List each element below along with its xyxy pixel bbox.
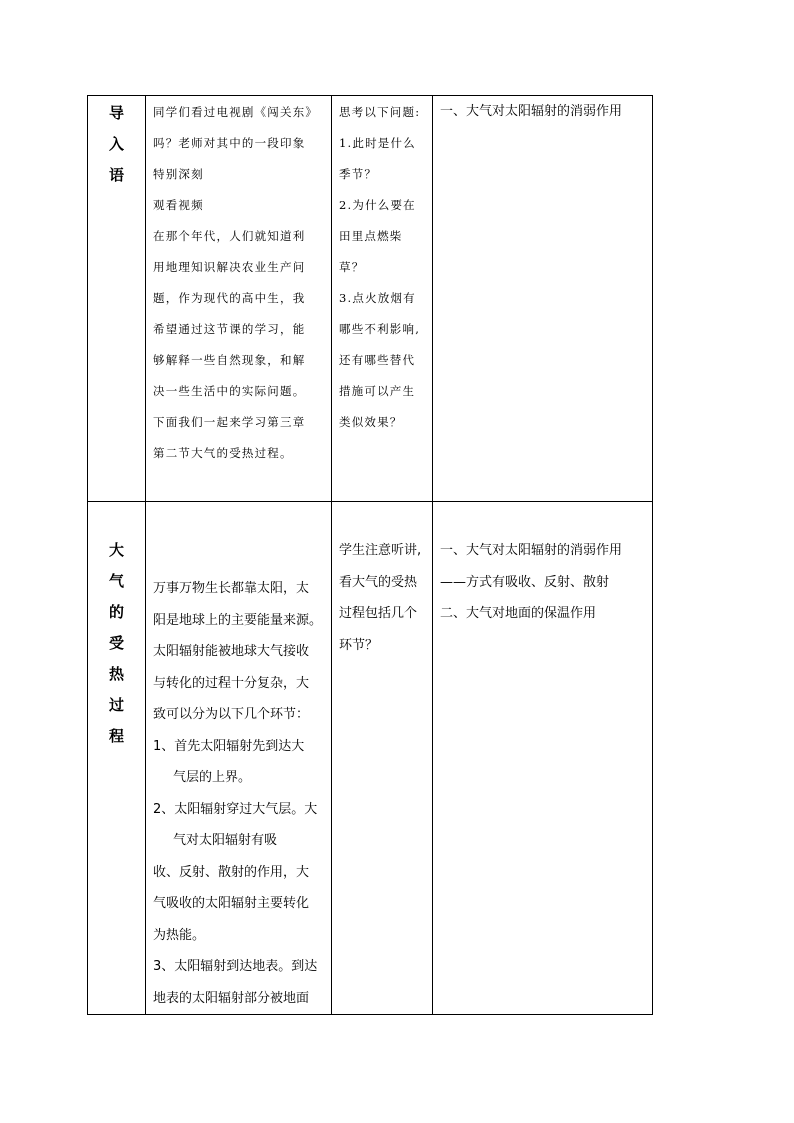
text-line: 1、首先太阳辐射先到达大 [153,738,305,754]
text-line: 为热能。 [153,927,206,943]
text-line: 还有哪些替代 [339,353,416,367]
stage-char: 的 [108,603,124,621]
stage-char: 导 [108,104,124,122]
stage-char: 受 [108,634,124,652]
text-line: 同学们看过电视剧《闯关东》 [153,105,319,119]
text-line: 气吸收的太阳辐射主要转化 [153,896,310,911]
lesson-plan-table [87,95,653,1015]
text-line: 观看视频 [153,198,204,212]
stage-char: 入 [108,135,124,153]
text-line: 哪些不利影响, [339,322,421,336]
board-design-cell [433,96,653,502]
text-line: 过程包括几个 [339,606,418,621]
text-line: ——方式有吸收、反射、散射 [440,574,610,590]
text-line: 3.点火放烟有 [339,291,416,305]
student-activity-cell [332,96,433,502]
stage-char: 气 [108,572,124,590]
stage-char: 程 [108,727,124,745]
text-line: 看大气的受热 [339,574,418,590]
table-row-heating-process [88,502,653,1015]
text-line: 收、反射、散射的作用，大 [153,864,310,880]
text-line: 第二节大气的受热过程。 [153,446,293,460]
text-line: 下面我们一起来学习第三章 [153,415,306,429]
text-line: 1.此时是什么 [339,136,416,150]
text-line: 致可以分为以下几个环节： [153,707,310,722]
board-design-cell [433,502,653,1015]
text-line: 题，作为现代的高中生，我 [153,291,306,305]
text-line: 用地理知识解决农业生产问 [153,260,306,274]
stage-char: 大 [108,541,124,559]
text-line: 学生注意听讲, [339,543,422,558]
teacher-activity-cell [146,502,332,1015]
table-row-intro [88,96,653,502]
text-line: 气对太阳辐射有吸 [173,833,278,848]
stage-cell [88,96,146,502]
stage-char: 过 [108,696,124,714]
text-line: 万事万物生长都靠太阳，太 [153,581,310,596]
student-activity-cell [332,502,433,1015]
text-line: 草？ [339,260,365,274]
text-line: 在那个年代，人们就知道利 [153,229,306,243]
text-line: 特别深刻 [153,167,204,181]
text-line: 太阳辐射能被地球大气接收 [153,644,310,659]
text-line: 田里点燃柴 [339,229,403,243]
stage-cell [88,502,146,1015]
text-line: 地表的太阳辐射部分被地面 [153,990,310,1006]
text-line: 季节？ [339,167,378,181]
text-line: 吗？老师对其中的一段印象 [153,136,306,150]
text-line: 思考以下问题: [339,105,421,119]
text-line: 一、大气对太阳辐射的消弱作用 [440,543,623,558]
text-line: 够解释一些自然现象，和解 [153,353,306,367]
text-line: 与转化的过程十分复杂，大 [153,675,310,691]
text-line: 2.为什么要在 [339,198,416,212]
text-line: 阳是地球上的主要能量来源。 [153,612,323,628]
text-line: 3、太阳辐射到达地表。到达 [153,959,318,974]
text-line: 希望通过这节课的学习，能 [153,322,306,336]
text-line: 决一些生活中的实际问题。 [153,384,306,398]
text-line: 类似效果？ [339,415,403,429]
text-line: 气层的上界。 [173,770,252,785]
teacher-activity-cell [146,96,332,502]
stage-char: 热 [108,665,124,683]
text-line: 一、大气对太阳辐射的消弱作用 [440,104,623,119]
text-line: 环节？ [339,637,379,653]
text-line: 措施可以产生 [339,384,416,398]
stage-char: 语 [108,166,124,184]
text-line: 2、太阳辐射穿过大气层。大 [153,801,318,817]
text-line: 二、大气对地面的保温作用 [440,606,597,621]
